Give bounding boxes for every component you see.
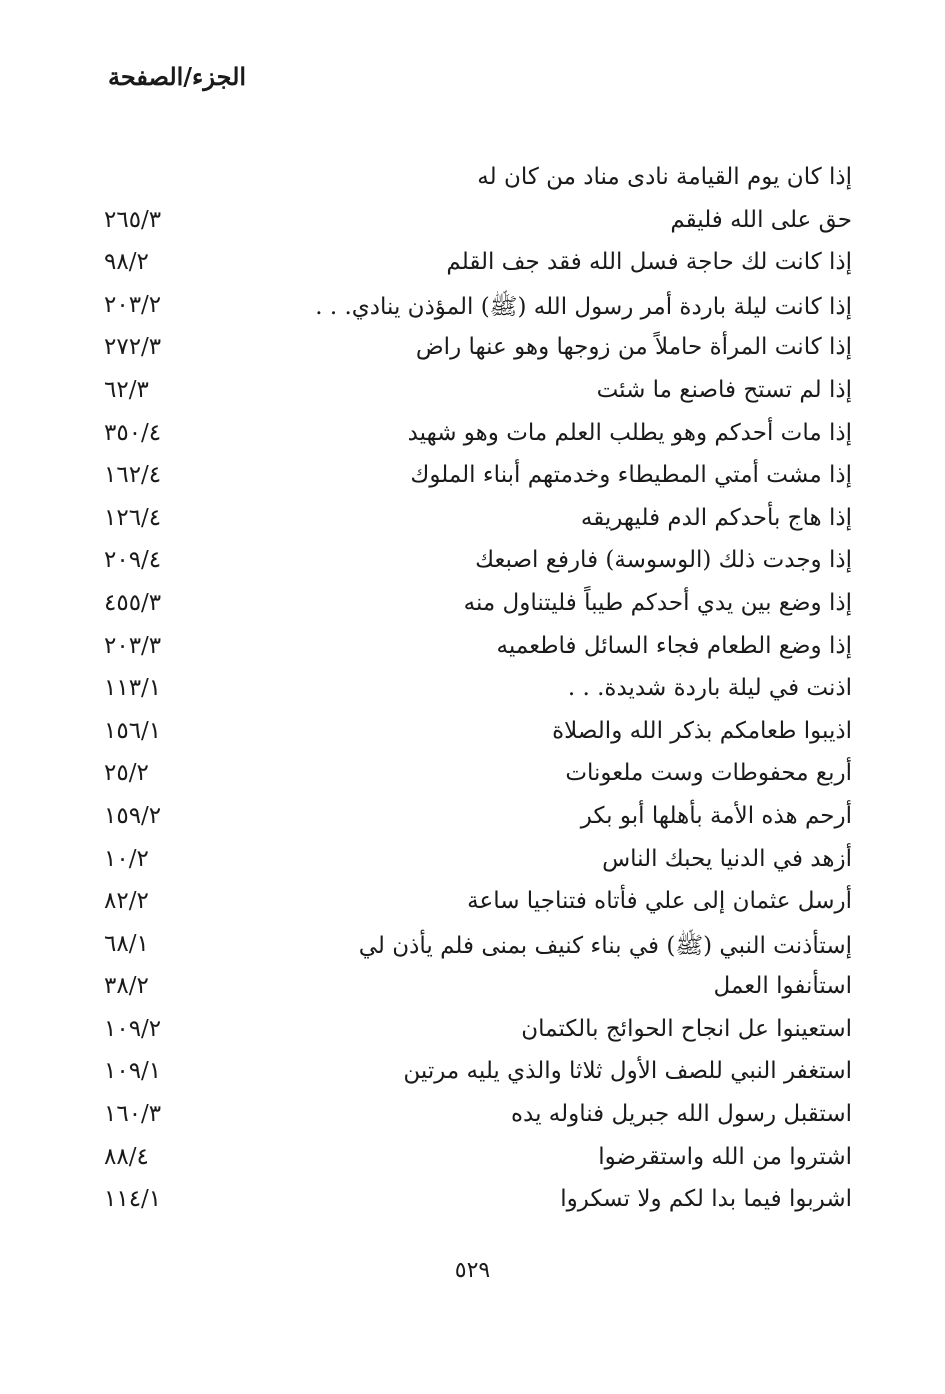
index-entry bbox=[100, 1182, 860, 1225]
entry-text: استقبل رسول الله جبريل فناوله يده bbox=[510, 1101, 852, 1128]
index-entry bbox=[100, 330, 860, 373]
entry-reference: ٣٥٠/٤ bbox=[104, 419, 162, 446]
entry-text: إذا كانت لك حاجة فسل الله فقد جف القلم bbox=[446, 249, 852, 276]
entry-text: استأنفوا العمل bbox=[713, 973, 852, 1000]
entry-reference: ٩٨/٢ bbox=[104, 249, 149, 276]
entry-reference: ٢٦٥/٣ bbox=[104, 206, 162, 233]
entry-reference: ٢٥/٢ bbox=[104, 760, 149, 787]
index-entry bbox=[100, 884, 860, 927]
entry-text: إذا وجدت ذلك (الوسوسة) فارفع اصبعك bbox=[475, 547, 852, 574]
index-entry bbox=[100, 799, 860, 842]
entry-reference: ١٠/٢ bbox=[104, 845, 149, 872]
index-entry bbox=[100, 1140, 860, 1183]
entry-reference: ٤٥٥/٣ bbox=[104, 589, 162, 616]
page-number: ٥٢٩ bbox=[454, 1258, 491, 1283]
index-entry bbox=[100, 671, 860, 714]
index-entry bbox=[100, 288, 860, 331]
index-entry bbox=[100, 245, 860, 288]
entry-text: إذا مشت أمتي المطيطاء وخدمتهم أبناء الملوك bbox=[410, 462, 852, 489]
entry-reference: ٣٨/٢ bbox=[104, 973, 149, 1000]
entry-reference: ١١٣/١ bbox=[104, 675, 162, 702]
entry-text: اشربوا فيما بدا لكم ولا تسكروا bbox=[560, 1186, 852, 1213]
entry-reference: ١١٤/١ bbox=[104, 1186, 162, 1213]
entry-reference: ١٠٩/٢ bbox=[104, 1015, 162, 1042]
entry-reference: ٨٢/٢ bbox=[104, 888, 149, 915]
index-entry bbox=[100, 1097, 860, 1140]
entry-text: إذا كانت المرأة حاملاً من زوجها وهو عنها راض bbox=[415, 334, 852, 361]
index-entry bbox=[100, 416, 860, 459]
entry-text: إذا كانت ليلة باردة أمر رسول الله (ﷺ) المؤذن ينادي. . . bbox=[315, 293, 852, 320]
column-header: الجزء/الصفحة bbox=[108, 62, 247, 91]
entry-reference: ١٦٢/٤ bbox=[104, 462, 162, 489]
entry-text: حق على الله فليقم bbox=[670, 206, 852, 233]
entry-text: اذيبوا طعامكم بذكر الله والصلاة bbox=[552, 717, 852, 744]
entry-text: أرحم هذه الأمة بأهلها أبو بكر bbox=[580, 802, 852, 829]
entry-reference: ٦٨/١ bbox=[104, 930, 149, 957]
index-entry bbox=[100, 543, 860, 586]
entry-reference: ٢٠٩/٤ bbox=[104, 547, 162, 574]
entry-reference: ١٠٩/١ bbox=[104, 1058, 162, 1085]
entry-text: إذا هاج بأحدكم الدم فليهريقه bbox=[580, 504, 852, 531]
entry-reference: ٢٧٢/٣ bbox=[104, 334, 162, 361]
entry-reference: ١٢٦/٤ bbox=[104, 504, 162, 531]
entry-reference: ٦٢/٣ bbox=[104, 376, 149, 403]
index-entry bbox=[100, 1054, 860, 1097]
entry-reference: ٨٨/٤ bbox=[104, 1143, 149, 1170]
index-entry bbox=[100, 629, 860, 672]
entry-text: إذا وضع الطعام فجاء السائل فاطعميه bbox=[496, 632, 852, 659]
entry-reference: ١٦٠/٣ bbox=[104, 1101, 162, 1128]
index-entry bbox=[100, 969, 860, 1012]
index-entry bbox=[100, 756, 860, 799]
entry-reference: ٢٠٣/٢ bbox=[104, 291, 162, 318]
entry-text: إذا كان يوم القيامة نادى مناد من كان له bbox=[477, 164, 852, 190]
entry-text: إستأذنت النبي (ﷺ) في بناء كنيف بمنى فلم يأذن لي bbox=[358, 932, 852, 959]
entry-text: إذا لم تستح فاصنع ما شئت bbox=[596, 376, 852, 403]
index-entry bbox=[100, 927, 860, 970]
entry-reference: ١٥٦/١ bbox=[104, 717, 162, 744]
index-entry bbox=[100, 203, 860, 246]
index-entry bbox=[100, 586, 860, 629]
entry-text: أرسل عثمان إلى علي فأتاه فتناجيا ساعة bbox=[467, 888, 852, 915]
index-entry bbox=[100, 160, 860, 203]
index-entry bbox=[100, 373, 860, 416]
entry-reference: ١٥٩/٢ bbox=[104, 802, 162, 829]
entry-text: إذا وضع بين يدي أحدكم طيباً فليتناول منه bbox=[463, 589, 852, 616]
entry-text: اذنت في ليلة باردة شديدة. . . bbox=[567, 675, 852, 702]
index-entry bbox=[100, 842, 860, 885]
entry-text: إذا مات أحدكم وهو يطلب العلم مات وهو شهيد bbox=[407, 419, 852, 446]
index-entry bbox=[100, 501, 860, 544]
entry-text: استعينوا عل انجاح الحوائج بالكتمان bbox=[521, 1015, 852, 1042]
index-entry bbox=[100, 714, 860, 757]
entry-text: اشتروا من الله واستقرضوا bbox=[598, 1143, 852, 1170]
entry-text: استغفر النبي للصف الأول ثلاثا والذي يليه مرتين bbox=[403, 1058, 852, 1085]
entry-reference: ٢٠٣/٣ bbox=[104, 632, 162, 659]
index-entry bbox=[100, 458, 860, 501]
entry-text: أربع محفوطات وست ملعونات bbox=[565, 760, 852, 787]
index-entry bbox=[100, 1012, 860, 1055]
entry-text: أزهد في الدنيا يحبك الناس bbox=[602, 845, 852, 872]
index-entries bbox=[100, 160, 860, 1225]
